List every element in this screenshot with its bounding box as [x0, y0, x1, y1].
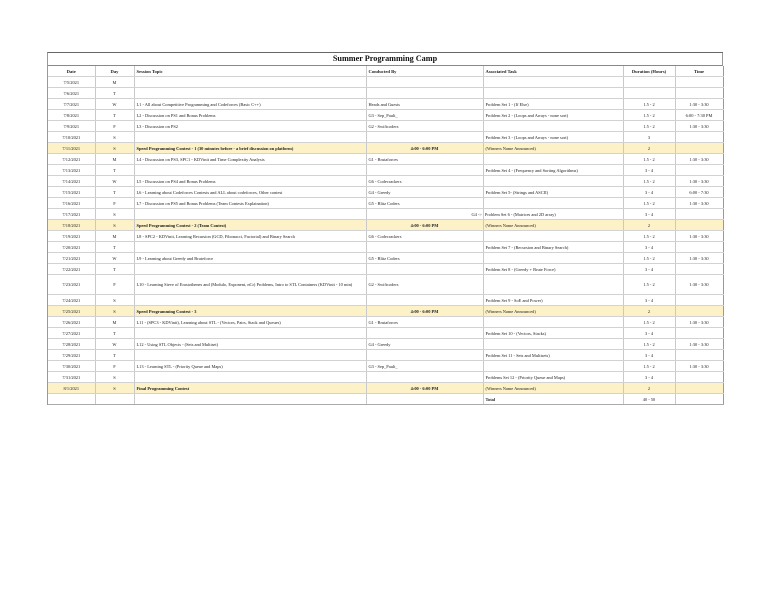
cell-duration[interactable]: 2	[623, 306, 675, 317]
cell-date[interactable]: 7/13/2021	[48, 165, 95, 176]
cell-session-topic[interactable]: L2 - Discussion on PS1 and Bonus Problems	[134, 110, 366, 121]
schedule-table	[48, 66, 724, 405]
cell-date[interactable]: 7/27/2021	[48, 328, 95, 339]
cell-time[interactable]	[675, 143, 723, 154]
cell-associated-task[interactable]	[483, 339, 623, 350]
cell-time[interactable]	[675, 77, 723, 88]
cell-time[interactable]	[675, 383, 723, 394]
cell-day[interactable]	[95, 394, 134, 405]
cell-associated-task[interactable]: Problem Set 3 - (Loops and Arrays - none sort)	[483, 132, 623, 143]
cell-duration[interactable]: 3 - 4	[623, 209, 675, 220]
cell-conducted-by[interactable]: G5 - Blitz Coders	[366, 253, 483, 264]
cell-session-topic[interactable]	[134, 264, 366, 275]
header-row	[48, 66, 723, 77]
cell-day[interactable]: T	[95, 264, 134, 275]
cell-associated-task[interactable]: Problem Set 5- (Strings and ASCII)	[483, 187, 623, 198]
cell-conducted-by[interactable]: G4 - Greedy	[366, 187, 483, 198]
cell-duration[interactable]: 1.5 - 2	[623, 231, 675, 242]
table-row	[48, 99, 723, 110]
table-row	[48, 383, 723, 394]
cell-duration[interactable]: 3 - 4	[623, 165, 675, 176]
cell-duration[interactable]: 1.5 - 2	[623, 253, 675, 264]
cell-associated-task[interactable]	[483, 154, 623, 165]
cell-duration[interactable]	[623, 88, 675, 99]
cell-date[interactable]: 7/24/2021	[48, 295, 95, 306]
cell-day[interactable]: F	[95, 198, 134, 209]
cell-date[interactable]: 7/26/2021	[48, 317, 95, 328]
cell-duration[interactable]: 1.5 - 2	[623, 361, 675, 372]
cell-conducted-by[interactable]	[366, 328, 483, 339]
cell-day[interactable]: W	[95, 339, 134, 350]
cell-duration[interactable]: 3 - 4	[623, 264, 675, 275]
cell-date[interactable]: 7/7/2021	[48, 99, 95, 110]
cell-date[interactable]: 7/17/2021	[48, 209, 95, 220]
cell-conducted-by[interactable]	[366, 132, 483, 143]
cell-associated-task[interactable]: Total	[483, 394, 623, 405]
cell-conducted-by[interactable]: 4:00 - 6:00 PM	[366, 306, 483, 317]
cell-conducted-by[interactable]	[366, 264, 483, 275]
cell-session-topic[interactable]	[134, 77, 366, 88]
header-conducted-by[interactable]: Conducted By	[366, 66, 483, 77]
cell-associated-task[interactable]: (Winners Name Announced)	[483, 306, 623, 317]
cell-duration[interactable]: 1.5 - 2	[623, 317, 675, 328]
cell-conducted-by[interactable]: Heads and Guests	[366, 99, 483, 110]
cell-day[interactable]: T	[95, 350, 134, 361]
cell-date[interactable]: 7/30/2021	[48, 361, 95, 372]
cell-time[interactable]	[675, 350, 723, 361]
cell-conducted-by[interactable]	[366, 88, 483, 99]
cell-session-topic[interactable]: L3 - Discussion on PS2	[134, 121, 366, 132]
cell-duration[interactable]: 1.5 - 2	[623, 198, 675, 209]
cell-duration[interactable]: 3 - 4	[623, 372, 675, 383]
schedule-sheet	[47, 52, 723, 405]
table-row	[48, 143, 723, 154]
cell-session-topic[interactable]: L4 - Discussion on PS3, SPC1 - KDVinit and Time Complexity Analysis	[134, 154, 366, 165]
cell-day[interactable]: T	[95, 88, 134, 99]
cell-day[interactable]: T	[95, 110, 134, 121]
cell-day[interactable]: S	[95, 132, 134, 143]
cell-duration[interactable]: 1.5 - 2	[623, 339, 675, 350]
cell-conducted-by[interactable]	[366, 372, 483, 383]
cell-time[interactable]: 1:30 - 3:30	[675, 99, 723, 110]
cell-date[interactable]: 7/28/2021	[48, 339, 95, 350]
cell-time[interactable]	[675, 372, 723, 383]
table-row	[48, 198, 723, 209]
table-row	[48, 110, 723, 121]
cell-session-topic[interactable]: Speed Programming Contest - 2 (Team Contest)	[134, 220, 366, 231]
cell-day[interactable]: M	[95, 77, 134, 88]
cell-time[interactable]: 1:30 - 3:30	[675, 198, 723, 209]
cell-time[interactable]	[675, 328, 723, 339]
cell-time[interactable]	[675, 264, 723, 275]
cell-session-topic[interactable]	[134, 295, 366, 306]
cell-conducted-by[interactable]	[366, 165, 483, 176]
cell-date[interactable]: 7/8/2021	[48, 110, 95, 121]
cell-date[interactable]	[48, 394, 95, 405]
cell-associated-task[interactable]: (Winners Name Announced)	[483, 383, 623, 394]
cell-day[interactable]: T	[95, 187, 134, 198]
cell-associated-task[interactable]	[471, 209, 623, 220]
cell-time[interactable]: 1:30 - 3:30	[675, 339, 723, 350]
table-row	[48, 77, 723, 88]
table-row	[48, 275, 723, 295]
cell-associated-task[interactable]	[483, 317, 623, 328]
table-row	[48, 231, 723, 242]
cell-day[interactable]: T	[95, 328, 134, 339]
cell-duration[interactable]: 3 - 4	[623, 242, 675, 253]
header-duration[interactable]: Duration (Hours)	[623, 66, 675, 77]
cell-conducted-by[interactable]	[366, 295, 483, 306]
cell-time[interactable]	[675, 209, 723, 220]
cell-time[interactable]: 1:30 - 3:30	[675, 176, 723, 187]
table-row	[48, 350, 723, 361]
cell-conducted-by[interactable]: 4:00 - 6:00 PM	[366, 220, 483, 231]
cell-day[interactable]: S	[95, 306, 134, 317]
cell-associated-task[interactable]: Problem Set 1 - (If Else)	[483, 99, 623, 110]
cell-duration[interactable]: 2	[623, 220, 675, 231]
cell-conducted-by[interactable]: G1 - Brutaforces	[366, 317, 483, 328]
table-row	[48, 295, 723, 306]
cell-date[interactable]: 7/23/2021	[48, 275, 95, 295]
cell-duration[interactable]: 40 - 50	[623, 394, 675, 405]
table-row	[48, 264, 723, 275]
cell-conducted-by[interactable]	[366, 350, 483, 361]
cell-time[interactable]: 1:30 - 3:30	[675, 317, 723, 328]
cell-conducted-by[interactable]: G2 - Swiftcoders	[366, 275, 483, 295]
cell-conducted-by[interactable]: 4:00 - 6:00 PM	[366, 383, 483, 394]
cell-associated-task[interactable]: Problem Set 10 - (Vectors, Stacks)	[483, 328, 623, 339]
cell-day[interactable]: M	[95, 154, 134, 165]
cell-day[interactable]: S	[95, 220, 134, 231]
cell-time[interactable]: 1:30 - 3:30	[675, 231, 723, 242]
cell-time[interactable]	[675, 220, 723, 231]
cell-associated-task[interactable]: Problem Set 4 - (Frequency and Sorting Algorithms)	[483, 165, 623, 176]
table-row	[48, 165, 723, 176]
cell-associated-task[interactable]	[483, 361, 623, 372]
cell-duration[interactable]: 3 - 4	[623, 295, 675, 306]
cell-conducted-by[interactable]: G3 - Sep_Pault_	[366, 361, 483, 372]
cell-time[interactable]: 1:30 - 3:30	[675, 154, 723, 165]
cell-conducted-by[interactable]	[366, 77, 483, 88]
cell-duration[interactable]	[623, 77, 675, 88]
cell-conducted-by[interactable]: G2 - Swiftcoders	[366, 121, 483, 132]
cell-day[interactable]: M	[95, 231, 134, 242]
cell-time[interactable]: 6:00 - 7:30 PM	[675, 110, 723, 121]
cell-session-topic[interactable]: L12 - Using STL Objects - (Sets and Multiset)	[134, 339, 366, 350]
cell-time[interactable]	[675, 242, 723, 253]
table-row	[48, 220, 723, 231]
cell-session-topic[interactable]	[134, 165, 366, 176]
table-row	[48, 372, 723, 383]
cell-day[interactable]: S	[95, 372, 134, 383]
cell-associated-task[interactable]	[483, 121, 623, 132]
cell-day[interactable]: M	[95, 317, 134, 328]
cell-day[interactable]: F	[95, 275, 134, 295]
cell-associated-task[interactable]	[483, 198, 623, 209]
cell-date[interactable]: 7/6/2021	[48, 88, 95, 99]
cell-date[interactable]: 7/29/2021	[48, 350, 95, 361]
cell-conducted-by[interactable]: G3 - Sep_Pault_	[366, 110, 483, 121]
cell-associated-task[interactable]: Problem Set 11 - Sets and Multisets)	[483, 350, 623, 361]
cell-day[interactable]: S	[95, 209, 134, 220]
cell-day[interactable]: S	[95, 143, 134, 154]
cell-day[interactable]: W	[95, 253, 134, 264]
cell-session-topic[interactable]: L8 - SPC2 - KDVinit, Learning Recursion (GCD, Fibonacci, Factorial) and Binary Search	[134, 231, 366, 242]
table-row	[48, 209, 723, 220]
task-text: Problem Set 6 - (Matrices and 2D array)	[484, 211, 556, 217]
cell-day[interactable]: S	[95, 295, 134, 306]
cell-date[interactable]: 7/31/2021	[48, 372, 95, 383]
cell-date[interactable]: 7/9/2021	[48, 121, 95, 132]
cell-session-topic[interactable]	[134, 209, 366, 220]
cell-session-topic[interactable]: L5 - Discussion on PS4 and Bonus Problems	[134, 176, 366, 187]
cell-session-topic[interactable]: L6 - Learning about Codeforces Contests and ALL about codeforces, Other contest	[134, 187, 366, 198]
cell-day[interactable]: S	[95, 383, 134, 394]
cell-session-topic[interactable]: L10 - Learning Sieve of Erastothenes and (Modulo, Exponent, nCr) Problems, Intro to STL Containers (KDVinit - 10 min)	[134, 275, 366, 295]
cell-duration[interactable]: 3 - 4	[623, 187, 675, 198]
cell-associated-task[interactable]: Problems Set 12 - (Priority Queue and Maps)	[483, 372, 623, 383]
cell-duration[interactable]: 1.5 - 2	[623, 154, 675, 165]
cell-associated-task[interactable]	[483, 253, 623, 264]
cell-date[interactable]: 7/25/2021	[48, 306, 95, 317]
cell-date[interactable]: 7/22/2021	[48, 264, 95, 275]
cell-duration[interactable]: 1.5 - 2	[623, 275, 675, 295]
cell-session-topic[interactable]: L11 - (SPC3 - KDVinit), Learning about STL - (Vectors, Pairs, Stack and Queues)	[134, 317, 366, 328]
cell-duration[interactable]: 1.5 - 2	[623, 121, 675, 132]
header-day[interactable]: Day	[95, 66, 134, 77]
cell-date[interactable]: 7/20/2021	[48, 242, 95, 253]
cell-session-topic[interactable]	[134, 394, 366, 405]
cell-date[interactable]: 7/18/2021	[48, 220, 95, 231]
cell-duration[interactable]: 2	[623, 383, 675, 394]
cell-time[interactable]: 6:00 - 7:30	[675, 187, 723, 198]
cell-day[interactable]: W	[95, 176, 134, 187]
header-date[interactable]: Date	[48, 66, 95, 77]
cell-day[interactable]: W	[95, 99, 134, 110]
cell-associated-task[interactable]	[483, 231, 623, 242]
cell-date[interactable]: 7/21/2021	[48, 253, 95, 264]
cell-day[interactable]: T	[95, 165, 134, 176]
cell-conducted-by[interactable]: G1 - Brutaforces	[366, 154, 483, 165]
cell-date[interactable]: 7/14/2021	[48, 176, 95, 187]
cell-session-topic[interactable]	[134, 132, 366, 143]
table-row	[48, 328, 723, 339]
cell-associated-task[interactable]	[483, 176, 623, 187]
cell-duration[interactable]: 3 - 4	[623, 328, 675, 339]
cell-duration[interactable]: 3 - 4	[623, 350, 675, 361]
cell-session-topic[interactable]: L1 - All about Competitive Programming and Codeforces (Basic C++)	[134, 99, 366, 110]
cell-session-topic[interactable]: Speed Programming Contest - 1 (30 minutes before - a brief discussion on platform)	[134, 143, 366, 154]
cell-time[interactable]	[675, 165, 723, 176]
cell-session-topic[interactable]	[134, 350, 366, 361]
cell-date[interactable]: 8/1/2021	[48, 383, 95, 394]
cell-duration[interactable]: 1.5 - 2	[623, 110, 675, 121]
cell-date[interactable]: 7/5/2021	[48, 77, 95, 88]
cell-duration[interactable]: 2	[623, 143, 675, 154]
cell-session-topic[interactable]: Speed Programming Contest - 3	[134, 306, 366, 317]
cell-session-topic[interactable]: Final Programming Contest	[134, 383, 366, 394]
cell-duration[interactable]: 1.5 - 2	[623, 99, 675, 110]
header-associated-task[interactable]: Associated Task	[483, 66, 623, 77]
cell-day[interactable]: T	[95, 242, 134, 253]
cell-duration[interactable]: 1.5 - 2	[623, 176, 675, 187]
sheet-title: Summer Programming Camp	[48, 53, 723, 66]
cell-session-topic[interactable]: L7 - Discussion on PS5 and Bonus Problems (Team Contests Explaination)	[134, 198, 366, 209]
table-row	[48, 253, 723, 264]
cell-date[interactable]: 7/12/2021	[48, 154, 95, 165]
cell-associated-task[interactable]: Problem Set 9 - SoE and Power)	[483, 295, 623, 306]
cell-date[interactable]: 7/15/2021	[48, 187, 95, 198]
table-row	[48, 242, 723, 253]
header-session-topic[interactable]: Session Topic	[134, 66, 366, 77]
cell-conducted-by[interactable]: G6 - Codecrackers	[366, 176, 483, 187]
cell-session-topic[interactable]	[134, 242, 366, 253]
cell-session-topic[interactable]	[134, 372, 366, 383]
cell-time[interactable]	[675, 306, 723, 317]
cell-day[interactable]: F	[95, 361, 134, 372]
cell-time[interactable]	[675, 88, 723, 99]
cell-day[interactable]: F	[95, 121, 134, 132]
cell-associated-task[interactable]: Problem Set 7 - (Recursion and Binary Search)	[483, 242, 623, 253]
cell-time[interactable]	[675, 295, 723, 306]
cell-date[interactable]: 7/16/2021	[48, 198, 95, 209]
cell-session-topic[interactable]: L9 - Learning about Greedy and Bruteforce	[134, 253, 366, 264]
cell-associated-task[interactable]: Problem Set 8 - (Greedy + Brute Force)	[483, 264, 623, 275]
table-row	[48, 361, 723, 372]
table-row	[48, 306, 723, 317]
cell-date[interactable]: 7/19/2021	[48, 231, 95, 242]
cell-time[interactable]	[675, 394, 723, 405]
table-row	[48, 176, 723, 187]
cell-conducted-by[interactable]	[366, 242, 483, 253]
cell-session-topic[interactable]: L13 - Learning STL - (Priority Queue and Maps)	[134, 361, 366, 372]
cell-associated-task[interactable]: (Winners Name Announced)	[483, 220, 623, 231]
cell-time[interactable]: 1:30 - 3:30	[675, 253, 723, 264]
cell-time[interactable]: 1:30 - 3:30	[675, 121, 723, 132]
cell-conducted-by[interactable]: G6 - Codecrackers	[366, 231, 483, 242]
header-time[interactable]: Time	[675, 66, 723, 77]
table-row	[48, 187, 723, 198]
table-row	[48, 317, 723, 328]
cell-associated-task[interactable]	[483, 88, 623, 99]
table-row	[48, 339, 723, 350]
cell-date[interactable]: 7/10/2021	[48, 132, 95, 143]
cell-associated-task[interactable]: Problem Set 2 - (Loops and Arrays - none sort)	[483, 110, 623, 121]
cell-conducted-by[interactable]: G5 - Blitz Coders	[366, 198, 483, 209]
cell-conducted-by[interactable]: G4 - Greedy	[366, 339, 483, 350]
cell-time[interactable]	[675, 132, 723, 143]
cell-session-topic[interactable]	[134, 328, 366, 339]
cell-date[interactable]: 7/11/2021	[48, 143, 95, 154]
group-marker: G4 ->	[471, 211, 482, 217]
cell-conducted-by[interactable]	[366, 394, 483, 405]
table-row	[48, 132, 723, 143]
cell-associated-task[interactable]	[483, 275, 623, 295]
table-row	[48, 154, 723, 165]
cell-duration[interactable]: 3	[623, 132, 675, 143]
cell-session-topic[interactable]	[134, 88, 366, 99]
cell-conducted-by[interactable]: 4:00 - 6:00 PM	[366, 143, 483, 154]
cell-associated-task[interactable]: (Winners Name Announced)	[483, 143, 623, 154]
cell-time[interactable]: 1:30 - 3:30	[675, 275, 723, 295]
table-row	[48, 394, 723, 405]
table-row	[48, 121, 723, 132]
cell-conducted-by[interactable]	[366, 209, 483, 220]
cell-time[interactable]: 1:30 - 3:30	[675, 361, 723, 372]
cell-associated-task[interactable]	[483, 77, 623, 88]
table-row	[48, 88, 723, 99]
